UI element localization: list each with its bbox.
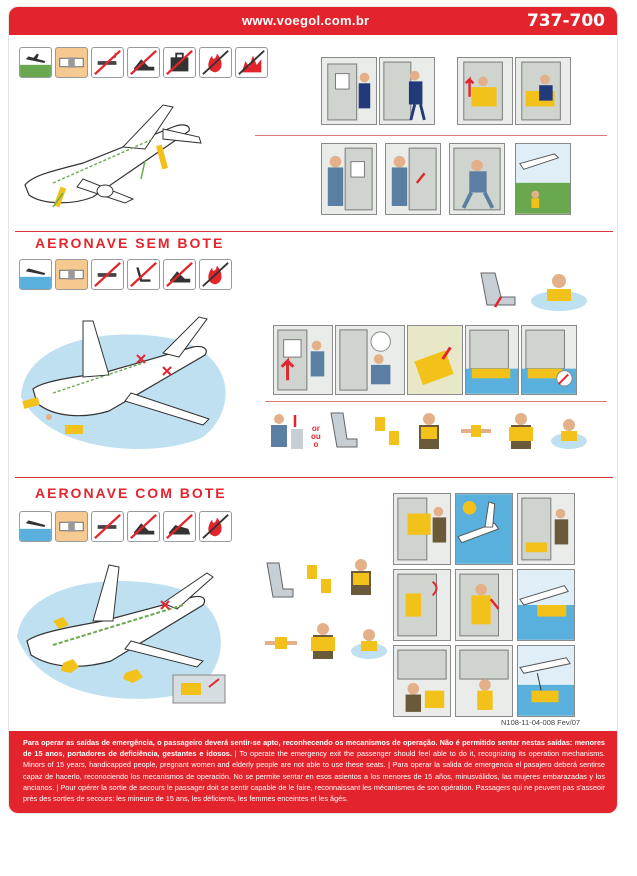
raft-exit-panel-3 [517, 493, 575, 565]
raft-vest-unfold-illustration [303, 559, 335, 599]
raft-exit-panel-1 [393, 493, 451, 565]
no-baggage-icon [163, 47, 196, 78]
website-url: www.voegol.com.br [242, 13, 370, 28]
exit-instruction-panel-2 [379, 57, 435, 125]
no-shoes-icon [163, 511, 196, 542]
person-floating-cushion-illustration [529, 265, 589, 315]
disclaimer-french: | Pour opérer la sortie de secours le passager doit se sentir capable de le faire, reconnaissant les mécanismes de son opération. Passagers qui ne peuvent pas s'asseoir près des sorties de secours: les mineurs de 15 ans, les déficients, les femmes enceintes et les âgés. [23, 782, 605, 804]
header-bar [9, 7, 618, 35]
raft-person-floating-illustration [349, 621, 389, 661]
seatbelt-icon [55, 511, 88, 542]
life-vest-unfold-illustration [371, 411, 403, 451]
water-landing-icon [19, 259, 52, 290]
no-fire-icon [199, 511, 232, 542]
section-divider-2 [15, 477, 613, 478]
section-divider-1 [15, 231, 613, 232]
raft-vest-inflate-illustration [303, 619, 343, 663]
water-exit-panel-5 [521, 325, 577, 395]
raft-exit-panel-8 [455, 645, 513, 717]
land-icon-row [19, 47, 268, 78]
document-code: N108-11-04-008 Fev/07 [501, 718, 581, 727]
disclaimer-spanish: | Para operar la salida de emergencia el pasajero deberá sentirse capaz de hacerlo, reconociendo los mecanismos de operación. No se permite sentar en esos asientos a los menores de 15 años, minusválidos, las mujeres embarazadas y los ancianos. [23, 760, 605, 792]
no-fire-icon [199, 259, 232, 290]
seatbelt-icon [55, 259, 88, 290]
exit-instruction-panel-7 [449, 143, 505, 215]
raft-exit-panel-7 [393, 645, 451, 717]
raft-exit-panel-5 [455, 569, 513, 641]
no-fire-icon [199, 47, 232, 78]
aircraft-model: 737-700 [526, 11, 605, 31]
person-floating-vest-illustration [549, 411, 589, 451]
exit-instruction-panel-6 [385, 143, 441, 215]
exit-instruction-panel-3 [457, 57, 513, 125]
no-fire-explosion-icon [235, 47, 268, 78]
raft-exit-panel-4 [393, 569, 451, 641]
raft-exit-panel-2 [455, 493, 513, 565]
section-2-rule [265, 401, 607, 402]
water-exit-panel-1 [273, 325, 333, 395]
seatbelt-icon [55, 47, 88, 78]
raft-vest-don-illustration [341, 555, 381, 599]
no-smoking-icon [91, 47, 124, 78]
exit-instruction-panel-5 [321, 143, 377, 215]
aircraft-water-no-raft-diagram [13, 307, 243, 457]
no-smoking-icon [91, 259, 124, 290]
aircraft-water-with-raft-diagram [13, 557, 235, 707]
exit-row-disclaimer [9, 731, 618, 814]
no-high-heels-icon [127, 47, 160, 78]
no-smoking-icon [91, 511, 124, 542]
raft-vest-straps-illustration [263, 627, 299, 657]
no-seat-item-icon [127, 259, 160, 290]
no-high-heels-icon [163, 259, 196, 290]
disclaimer-english: | To operate the emergency exit the passenger should feel able to do it, recognizing its operation mechanisms. Minors of 15 years, handicapped people, pregnant women and elderly people are not able to use these seats. [23, 749, 605, 770]
exit-instruction-panel-1 [321, 57, 377, 125]
raft-exit-panel-6 [517, 569, 575, 641]
land-landing-icon [19, 47, 52, 78]
aircraft-land-evacuation-diagram [13, 87, 218, 217]
life-vest-inflate-illustration [501, 409, 541, 453]
section-1-rule [255, 135, 607, 136]
water-exit-panel-3 [407, 325, 463, 395]
water-exit-panel-2 [335, 325, 405, 395]
with-raft-icon-row [19, 511, 232, 542]
exit-instruction-panel-8 [515, 143, 571, 215]
no-raft-icon-row [19, 259, 232, 290]
section-title-with-raft: AERONAVE COM BOTE [35, 485, 227, 501]
water-exit-panel-4 [465, 325, 519, 395]
life-vest-don-illustration [409, 409, 449, 453]
life-vest-straps-illustration [457, 411, 495, 451]
or-separator: or ou o [311, 424, 321, 449]
raft-seat-illustration [261, 559, 297, 603]
exit-instruction-panel-4 [515, 57, 571, 125]
no-high-heels-icon [127, 511, 160, 542]
seat-cushion-float-illustration [471, 267, 525, 313]
life-vest-under-seat-illustration [261, 409, 309, 453]
safety-card [8, 6, 618, 814]
disclaimer-portuguese: Para operar as saídas de emergência, o passageiro deverá sentir-se apto, reconhecendo os mecanismos de operação. Não é permitido sentar nestas saídas: menores de 15 anos, portadores de deficiência, gestantes e idosos. [23, 738, 605, 759]
water-landing-icon [19, 511, 52, 542]
section-title-no-raft: AERONAVE SEM BOTE [35, 235, 225, 251]
raft-exit-panel-9 [517, 645, 575, 717]
life-vest-seat-pocket-illustration [325, 409, 363, 453]
